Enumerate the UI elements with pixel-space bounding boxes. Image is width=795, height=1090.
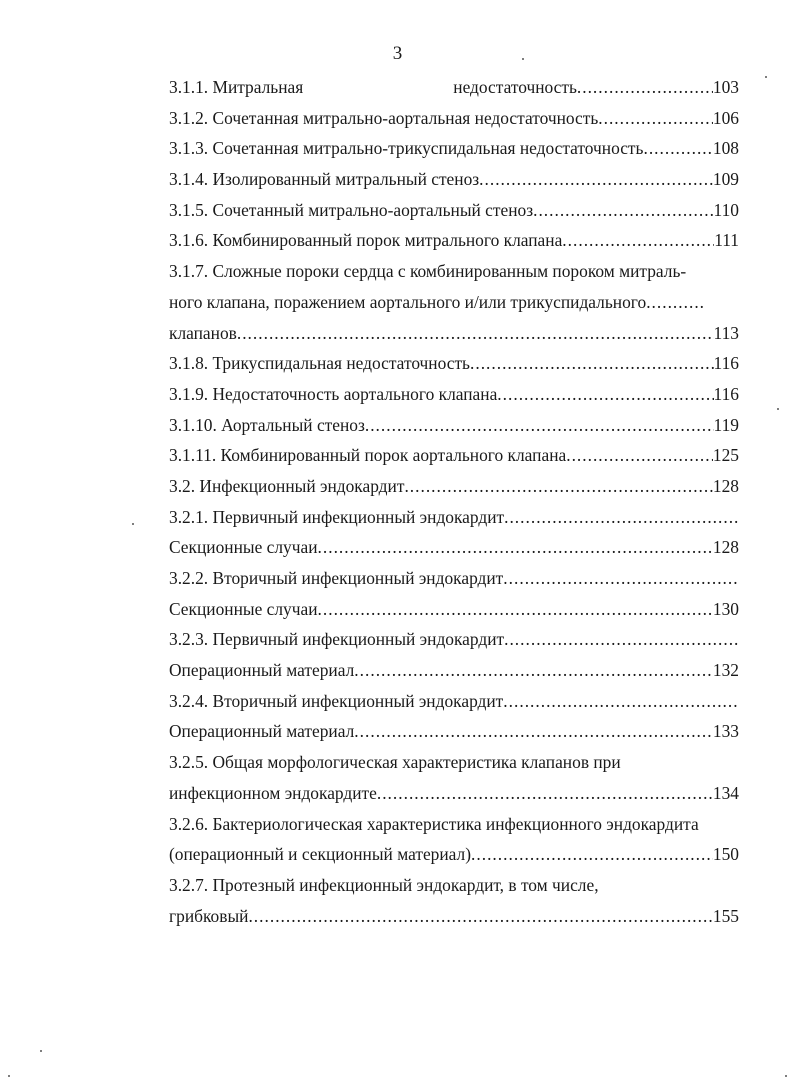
leader-dots [404, 471, 712, 502]
toc-entry-title: Операционный материал [169, 660, 355, 681]
toc-entry-page: 106 [712, 107, 739, 128]
toc-entry-title: 3.1.4. Изолированный митральный стеноз [169, 169, 480, 190]
toc-entry-title: (операционный и секционный материал) [169, 844, 472, 865]
leader-dots [503, 563, 739, 594]
toc-entry-3-2-2-line1 [169, 563, 739, 594]
scan-speck [785, 1075, 787, 1077]
toc-entry-page: 150 [712, 844, 739, 865]
leader-dots [577, 72, 713, 103]
toc-entry-3-2-5-line1: 3.2.5. Общая морфологическая характеристика клапанов при [169, 752, 621, 773]
toc-entry-3-1-7-line1: 3.1.7. Сложные пороки сердца с комбинированным пороком митраль- [169, 261, 687, 282]
toc-entry-title: 3.2.2. Вторичный инфекционный эндокардит [169, 568, 504, 588]
toc-entry-page: 111 [714, 230, 739, 251]
toc-entry-title: 3.1.3. Сочетанная митрально-трикуспидальная недостаточность [169, 138, 644, 159]
toc-entry-title: грибковый [169, 905, 249, 926]
leader-dots [497, 379, 713, 410]
toc-entry-3-2-4 [169, 716, 739, 747]
toc-entry-page: 113 [713, 322, 739, 343]
toc-entry-3-1-11 [169, 440, 739, 471]
scan-speck [40, 1050, 42, 1052]
toc-entry-3-1-5 [169, 195, 739, 226]
toc-entry-3-2-3 [169, 655, 739, 686]
toc-entry-title: инфекционном эндокардите [169, 782, 377, 803]
leader-dots [354, 716, 713, 747]
toc-entry-3-1-3 [169, 133, 739, 164]
leader-dots [365, 410, 714, 441]
table-of-contents [169, 72, 739, 931]
leader-dots [646, 287, 704, 318]
toc-entry-page: 134 [712, 782, 739, 803]
scan-speck [765, 76, 767, 78]
toc-entry-page: 132 [712, 660, 739, 681]
toc-entry-3-1-10 [169, 410, 739, 441]
toc-entry-3-2-1-line1 [169, 502, 739, 533]
toc-entry-3-2-5 [169, 778, 739, 809]
toc-entry-page: 108 [712, 138, 739, 159]
toc-entry-page: 133 [712, 721, 739, 742]
toc-entry-title-prefix: 3.1.1. Митральная [169, 77, 304, 97]
toc-entry-page: 155 [712, 905, 739, 926]
leader-dots [248, 901, 712, 932]
leader-dots [533, 195, 713, 226]
leader-dots [354, 655, 713, 686]
toc-entry-title: 3.2.1. Первичный инфекционный эндокардит [169, 506, 505, 527]
toc-entry-title: 3.2.4. Вторичный инфекционный эндокардит [169, 690, 504, 711]
leader-dots [562, 225, 714, 256]
scan-speck [522, 58, 524, 60]
toc-entry-title: Секционные случаи [169, 598, 318, 619]
toc-entry-3-1-2 [169, 103, 739, 134]
toc-entry-title: 3.1.8. Трикуспидальная недостаточность [169, 353, 470, 374]
toc-entry-title: 3.1.10. Аортальный стеноз [169, 414, 365, 435]
leader-dots [318, 594, 713, 625]
leader-dots [470, 348, 714, 379]
leader-dots [566, 440, 713, 471]
toc-entry-page: 130 [712, 598, 739, 619]
toc-entry-3-2-4-line1 [169, 686, 739, 717]
scan-speck [132, 523, 134, 525]
toc-entry-page: 128 [712, 537, 739, 558]
leader-dots [237, 318, 714, 349]
toc-entry-3-2-6-line1: 3.2.6. Бактериологическая характеристика инфекционного эндокардита [169, 813, 699, 834]
toc-entry-page: 128 [712, 475, 739, 496]
toc-entry-title: Операционный материал [169, 721, 355, 742]
leader-dots [377, 778, 713, 809]
leader-dots [598, 103, 713, 134]
toc-entry-page: 116 [713, 353, 739, 374]
toc-entry-title: 3.1.11. Комбинированный порок аортального клапана [169, 445, 567, 466]
toc-entry-page: 110 [713, 199, 739, 220]
scan-speck [777, 408, 779, 410]
scan-speck [8, 1075, 10, 1077]
page-number: 3 [392, 43, 403, 64]
toc-entry-3-1-8 [169, 348, 739, 379]
leader-dots [503, 686, 739, 717]
leader-dots [479, 164, 713, 195]
toc-entry-title: ного клапана, поражением аортального и/или трикуспидального [169, 291, 647, 312]
toc-entry-3-1-6 [169, 225, 739, 256]
toc-entry-title: клапанов [169, 322, 237, 343]
toc-entry-3-2 [169, 471, 739, 502]
leader-dots [643, 133, 712, 164]
toc-entry-title: Секционные случаи [169, 537, 318, 558]
toc-entry-3-1-1 [169, 72, 739, 103]
toc-entry-page: 103 [712, 77, 739, 97]
toc-entry-title: 3.1.5. Сочетанный митрально-аортальный стеноз [169, 199, 534, 220]
toc-entry-3-2-2 [169, 594, 739, 625]
toc-entry-title: 3.1.2. Сочетанная митрально-аортальная недостаточность [169, 107, 599, 128]
toc-entry-3-2-3-line1 [169, 624, 739, 655]
leader-dots [318, 532, 713, 563]
toc-entry-title: недостаточность [453, 77, 577, 97]
leader-dots [471, 839, 713, 870]
toc-entry-page: 109 [712, 169, 739, 190]
toc-entry-3-2-7 [169, 901, 739, 932]
toc-entry-3-2-7-line1: 3.2.7. Протезный инфекционный эндокардит, в том числе, [169, 874, 599, 895]
toc-entry-title: 3.2. Инфекционный эндокардит [169, 475, 405, 496]
toc-entry-page: 119 [713, 414, 739, 435]
toc-entry-title: 3.1.9. Недостаточность аортального клапана [169, 383, 498, 404]
toc-entry-3-2-6 [169, 839, 739, 870]
leader-dots [504, 502, 739, 533]
toc-entry-title: 3.2.3. Первичный инфекционный эндокардит [169, 629, 505, 650]
toc-entry-3-1-4 [169, 164, 739, 195]
toc-entry-title: 3.1.6. Комбинированный порок митрального клапана [169, 230, 563, 251]
toc-entry-page: 125 [712, 445, 739, 466]
toc-entry-3-1-9 [169, 379, 739, 410]
toc-entry-page: 116 [713, 383, 739, 404]
toc-entry-3-1-7-line2 [169, 287, 739, 318]
toc-entry-3-2-1 [169, 532, 739, 563]
toc-entry-3-1-7 [169, 318, 739, 349]
leader-dots [504, 624, 739, 655]
